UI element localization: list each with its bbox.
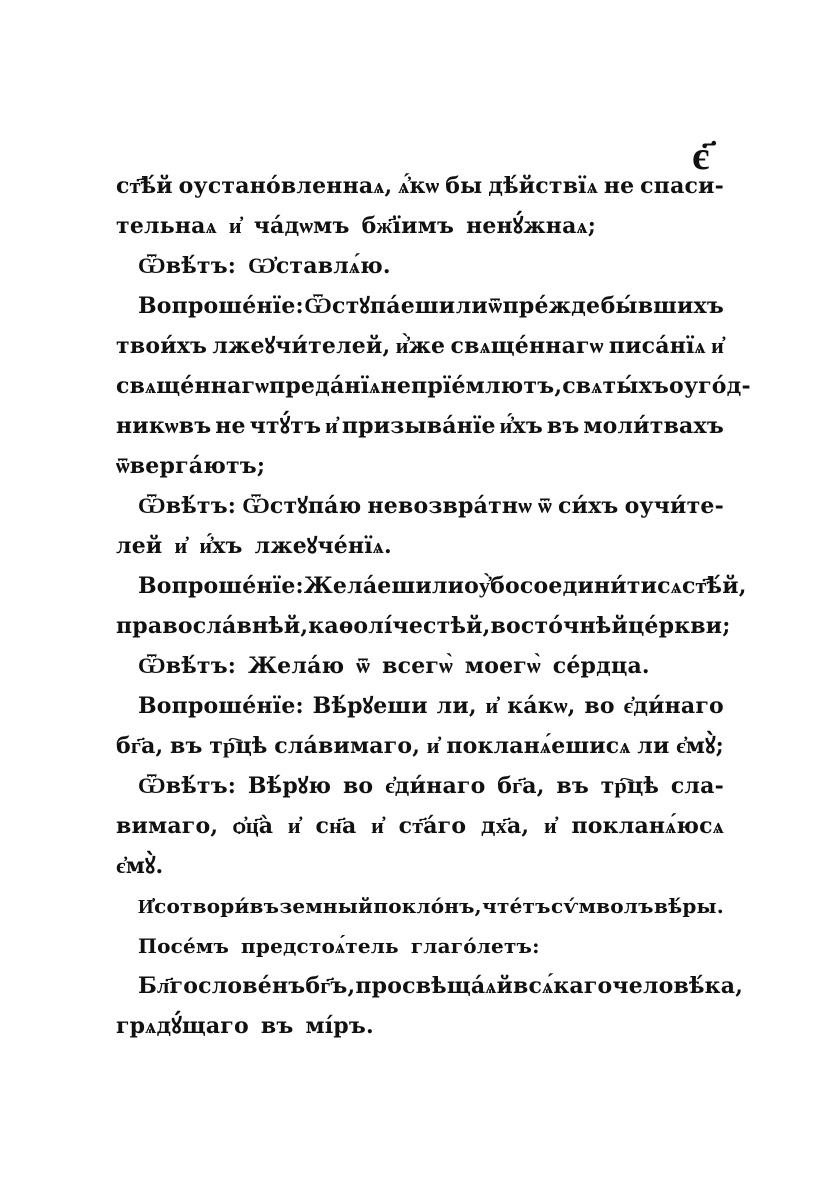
word: є҆мꙋ̀;: [676, 733, 724, 759]
word: преда́нїѧ: [269, 373, 381, 399]
word: ли,: [436, 693, 477, 719]
word: и҆: [371, 813, 384, 839]
word: покланѧ́юсѧ: [571, 813, 724, 839]
text-line: [116, 206, 724, 246]
word: твои́хъ: [116, 333, 208, 359]
word: въ: [546, 413, 580, 439]
text-line: [116, 526, 724, 566]
word: бг҃а,: [497, 773, 545, 799]
word: въ: [556, 773, 589, 799]
word: бг҃ъ,: [305, 973, 356, 999]
word: просвѣща́ѧй: [355, 973, 514, 999]
word: сла-: [670, 773, 724, 799]
text-line: [116, 366, 751, 406]
word: Бл҃гослове́нъ: [138, 973, 306, 999]
word: Вѣ́рꙋеши: [312, 693, 428, 719]
word: Ѡ҆ставлѧ́ю.: [248, 253, 391, 279]
word: всѧ́каго: [513, 973, 613, 999]
word: ча́дѡмъ: [253, 213, 350, 239]
word: грѧдꙋ́щаго: [116, 1013, 249, 1039]
word: дѣ́йствїѧ: [488, 173, 598, 199]
word: и҆: [287, 813, 301, 839]
word: Вопроше́нїе:: [138, 293, 304, 319]
word: оуго́д-: [668, 373, 751, 399]
word: призыва́нїе: [341, 413, 496, 439]
word: свѧще́ннагѡ: [450, 333, 604, 359]
word: и҆́хъ: [199, 533, 243, 559]
word: восто́чнѣй: [490, 613, 628, 639]
word: ли: [637, 733, 670, 759]
word: и҆: [543, 813, 557, 839]
word: прїе́млютъ,: [411, 373, 563, 399]
text-block: [116, 166, 751, 1046]
word: ѿ: [356, 653, 371, 679]
word: свѧты́хъ: [562, 373, 669, 399]
word: си́хъ: [558, 493, 619, 519]
word: вѣ́ры.: [653, 894, 724, 918]
word: тр҇цѣ: [600, 773, 660, 799]
word: Ѿвѣ́тъ:: [138, 253, 237, 279]
word: моли́твахъ: [583, 413, 724, 439]
word: бж҃їимъ: [361, 213, 455, 239]
word: Посе́мъ: [138, 934, 230, 958]
text-line: [116, 406, 724, 446]
word: чтꙋ́тъ: [249, 413, 322, 439]
word: ли: [431, 573, 465, 599]
word: спаси-: [640, 173, 724, 199]
word: моегѡ̀: [464, 653, 541, 679]
word: соедини́тисѧ: [519, 573, 682, 599]
word: се́рдца.: [552, 653, 650, 679]
word: Ѿвѣ́тъ:: [138, 653, 237, 679]
word: дх҃а,: [480, 813, 530, 839]
word: и҆: [174, 533, 188, 559]
word: вимаго,: [116, 813, 219, 839]
word: писа́нїѧ: [608, 333, 706, 359]
word: И҆: [138, 894, 154, 918]
word: ненꙋ́жнаѧ;: [466, 213, 597, 239]
word: Ѿвѣ́тъ:: [138, 493, 237, 519]
word: тельнаѧ: [116, 213, 217, 239]
word: тр҇цѣ: [209, 733, 268, 759]
text-line: [116, 686, 724, 726]
word: сотвори́въ: [154, 894, 280, 918]
word: и҆̀же: [395, 333, 446, 359]
word: ѿ: [538, 493, 552, 519]
word: оу҆̀бо: [464, 573, 520, 599]
word: въ: [170, 733, 203, 759]
word: всегѡ̀: [382, 653, 453, 679]
word: ѿверга́ютъ;: [116, 453, 266, 479]
word: є҆мꙋ̀.: [116, 853, 164, 879]
word: каѳолі́честѣй,: [308, 613, 491, 639]
word: ѧ҆́кѡ: [398, 173, 440, 199]
word: Ѿстꙋпа́ю: [242, 493, 362, 519]
word: глаго́летъ:: [410, 934, 540, 958]
word: лжеꙋчи́телей,: [212, 333, 391, 359]
word: пре́жде: [502, 293, 601, 319]
word: не: [215, 413, 246, 439]
word: Ѿстꙋпа́еши: [304, 293, 456, 319]
word: чте́тъ: [482, 894, 551, 918]
word: въ: [260, 1013, 294, 1039]
text-line: [116, 766, 724, 806]
word: во: [342, 773, 374, 799]
text-line: [116, 646, 724, 686]
word: правосла́внѣй,: [116, 613, 309, 639]
text-line: [116, 446, 724, 486]
word: бы: [445, 173, 483, 199]
text-line: [116, 966, 744, 1006]
text-line: [116, 846, 724, 886]
word: бы́вшихъ: [600, 293, 724, 319]
word: покланѧ́ешисѧ: [446, 733, 631, 759]
word: никѡвъ: [116, 413, 212, 439]
word: ѿ: [488, 293, 503, 319]
word: во: [584, 693, 615, 719]
word: земный: [279, 894, 374, 918]
text-line: [116, 166, 724, 206]
word: ст҃ѣ́й,: [681, 573, 747, 599]
word: сн҃а: [315, 813, 357, 839]
word: и҆: [485, 693, 499, 719]
word: свѧще́ннагѡ: [116, 373, 270, 399]
word: невозвра́тнѡ: [367, 493, 533, 519]
word: це́ркви;: [627, 613, 731, 639]
word: лей: [116, 533, 163, 559]
word: бг҃а,: [116, 733, 164, 759]
text-line: [116, 926, 724, 966]
word: ли: [455, 293, 488, 319]
word: ст҃ѣ́й: [116, 173, 173, 199]
word: сла́вимаго,: [274, 733, 421, 759]
word: лжеꙋче́нїѧ.: [254, 533, 392, 559]
word: є҆ди́наго: [623, 693, 724, 719]
text-line: [116, 326, 724, 366]
word: и҆́хъ: [499, 413, 543, 439]
text-line: [116, 606, 731, 646]
word: и҆: [426, 733, 440, 759]
word: ка́кѡ,: [507, 693, 576, 719]
word: предстоѧ́тель: [241, 934, 399, 958]
word: Жела́еши: [303, 573, 432, 599]
word: сѵ́мволъ: [551, 894, 654, 918]
word: ѻ҆ц҃а̀: [232, 813, 274, 839]
word: Жела́ю: [248, 653, 345, 679]
text-line: [116, 566, 747, 606]
text-line: [116, 286, 724, 326]
word: Вопроше́нїе:: [138, 693, 304, 719]
word: не: [380, 373, 412, 399]
word: и҆: [325, 413, 338, 439]
word: Ѿвѣ́тъ:: [138, 773, 237, 799]
word: оустано́вленнаѧ,: [178, 173, 393, 199]
word: ст҃а́го: [398, 813, 467, 839]
text-line: [116, 726, 724, 766]
word: мі́ръ.: [305, 1013, 374, 1039]
word: Вопроше́нїе:: [138, 573, 304, 599]
word: Вѣ́рꙋю: [247, 773, 332, 799]
page-folio: є҃: [692, 132, 710, 179]
word: покло́нъ,: [373, 894, 482, 918]
text-line: [116, 806, 724, 846]
text-line: [116, 486, 724, 526]
word: є҆ди́наго: [385, 773, 486, 799]
word: не: [603, 173, 635, 199]
word: и҆: [711, 333, 724, 359]
text-line: [116, 886, 724, 926]
word: и҆: [228, 213, 242, 239]
word: человѣ́ка,: [612, 973, 744, 999]
word: оучи́те-: [624, 493, 724, 519]
text-line: [116, 1006, 724, 1046]
text-line: [116, 246, 724, 286]
